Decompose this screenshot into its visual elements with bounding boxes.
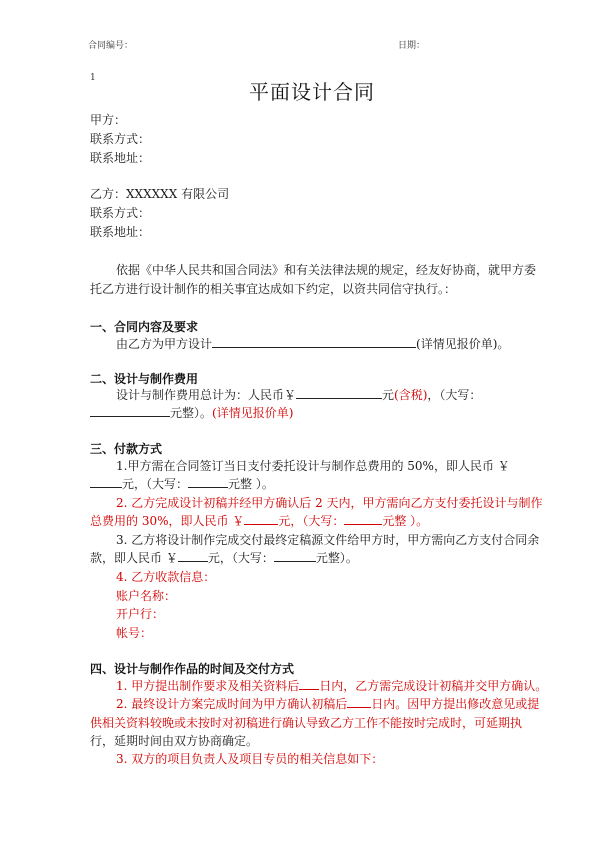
page-title: 平面设计合同 <box>249 80 375 104</box>
delivery-2-days-blank <box>347 696 371 708</box>
party-a-address: 联系地址： <box>90 151 151 165</box>
payment-1-uppercase-blank <box>188 476 228 488</box>
delivery-3-line: 3. 双方的项目负责人及项目专员的相关信息如下： <box>116 752 384 766</box>
payment-2-uppercase-blank <box>344 513 382 525</box>
contract-number-label: 合同编号： <box>88 41 134 51</box>
intro-line-2: 托乙方进行设计制作的相关事宜达成如下约定，以资共同信守执行。： <box>90 282 457 296</box>
section-2-heading: 二、设计与制作费用 <box>90 372 199 386</box>
quote-reference-note: (详情见报价单) <box>212 406 294 420</box>
date-label: 日期： <box>398 41 426 51</box>
fee-total-label: 设计与制作费用总计为：人民币￥ <box>116 388 297 402</box>
section-2-line-1 <box>116 387 481 404</box>
payment-3-uppercase-blank <box>274 550 316 562</box>
delivery-2-line-2: 供相关资料较晚或未按时对初稿进行确认导致乙方工作不能按时完成时，可延期执 <box>90 716 523 730</box>
payment-2-suffix: 元整 ）。 <box>382 514 429 528</box>
payment-3-amount-blank <box>178 550 208 562</box>
section-4-heading: 四、设计与制作作品的时间及交付方式 <box>90 662 295 676</box>
payment-3-suffix: 元整）。 <box>315 551 358 565</box>
payment-1-line-1: 1.甲方需在合同签订当日支付委托设计与制作总费用的 50%，即人民币 ￥ <box>116 459 510 473</box>
payment-3-line-1: 3. 乙方将设计制作完成交付最终定稿源文件给甲方时，甲方需向乙方支付合同余 <box>116 533 540 547</box>
payment-2-line-1: 2. 乙方完成设计初稿并经甲方确认后 2 天内，甲方需向乙方支付委托设计与制作 <box>116 496 543 510</box>
account-number-label: 帐号： <box>116 626 153 640</box>
delivery-1-text-b: 日内，乙方需完成设计初稿并交甲方确认。 <box>319 679 548 693</box>
design-content-blank <box>212 336 416 348</box>
payment-1-amount-blank <box>90 476 122 488</box>
tax-included-note: (含税) <box>394 388 428 402</box>
section-1-line <box>116 336 509 353</box>
delivery-1-days-blank <box>299 678 319 690</box>
party-a-contact: 联系方式： <box>90 132 151 146</box>
intro-line-1: 依据《中华人民共和国合同法》和有关法律法规的规定，经友好协商，就甲方委 <box>116 263 537 277</box>
section-1-heading: 一、合同内容及要求 <box>90 320 199 334</box>
page-marker: 1 <box>90 73 96 83</box>
payment-2-line-2 <box>90 513 428 530</box>
party-b-contact: 联系方式： <box>90 206 151 220</box>
delivery-2-line-3: 行，延期时间由双方协商确定。 <box>90 734 259 748</box>
payment-3-text: 款，即人民币 ￥ <box>90 551 178 565</box>
payment-1-suffix: 元整 ）。 <box>228 477 274 491</box>
section-3-heading: 三、付款方式 <box>90 442 163 456</box>
party-b-address: 联系地址： <box>90 225 151 239</box>
fee-uppercase-label: ，（大写： <box>427 388 482 402</box>
section-1-text-b: (详情见报价单)。 <box>416 337 510 351</box>
receiver-info-heading: 4. 乙方收款信息： <box>116 570 216 584</box>
payment-1-line-2 <box>90 476 274 493</box>
delivery-2-text-b: 日内。因甲方提出修改意见或提 <box>371 697 540 711</box>
delivery-2-line-1 <box>116 696 539 713</box>
payment-2-text: 总费用的 30%，即人民币 ￥ <box>90 514 245 528</box>
section-1-text-a: 由乙方为甲方设计 <box>116 337 213 351</box>
payment-2-amount-blank <box>244 513 278 525</box>
account-name-label: 账户名称： <box>116 589 177 603</box>
delivery-2-text-a: 2. 最终设计方案完成时间为甲方确认初稿后 <box>116 697 348 711</box>
delivery-1-line <box>116 678 547 695</box>
section-2-line-2 <box>90 405 293 422</box>
fee-unit: 元 <box>382 388 395 402</box>
fee-uppercase-blank <box>90 405 170 417</box>
delivery-1-text-a: 1. 甲方提出制作要求及相关资料后 <box>116 679 300 693</box>
party-b-label: 乙方：XXXXXX 有限公司 <box>90 187 230 201</box>
party-a-label: 甲方： <box>90 113 127 127</box>
fee-uppercase-suffix: 元整）。 <box>170 406 213 420</box>
payment-1-uppercase-label: 元，（大写： <box>122 477 189 491</box>
fee-amount-blank <box>296 387 382 399</box>
bank-label: 开户行： <box>116 607 165 621</box>
payment-3-line-2 <box>90 550 358 567</box>
payment-2-uppercase-label: 元，（大写： <box>278 514 345 528</box>
payment-3-uppercase-label: 元，（大写： <box>207 551 274 565</box>
